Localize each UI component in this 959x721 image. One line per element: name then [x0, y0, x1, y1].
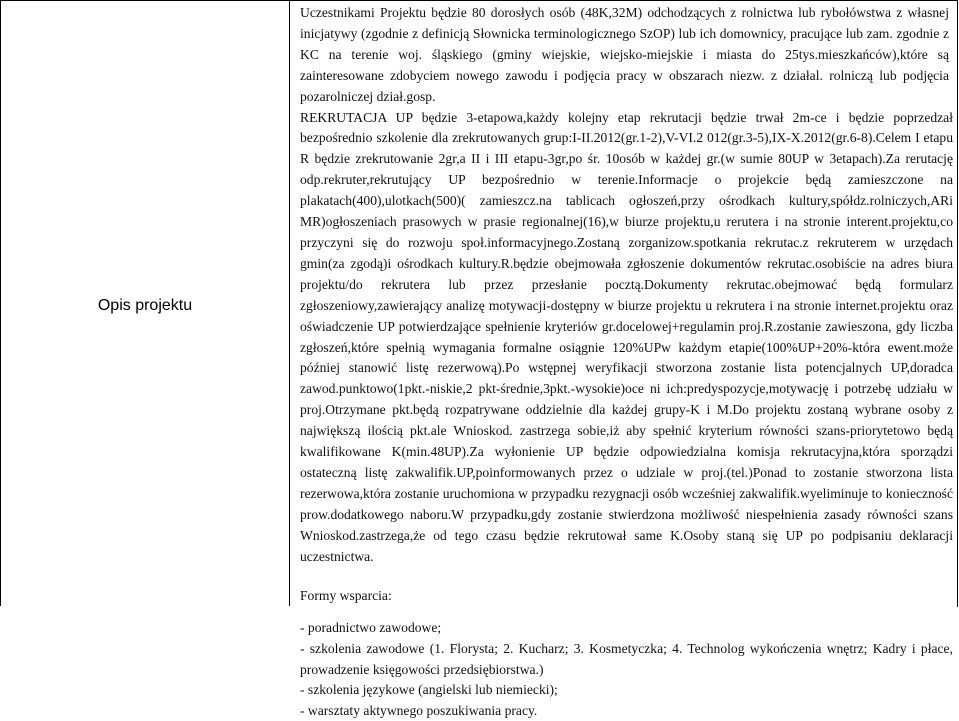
- participants-paragraph: Uczestnikami Projektu będzie 80 dorosłych osób (48K,32M) odchodzących z rolnictwa lub rybołówstwa z własnej inicjatywy (zgodnie z definicją Słownicka terminologicznego SzOP) lub ich domownicy, pracujące lub zam. zgodnie z KC na terenie woj. śląskiego (gminy wiejskie, wiejsko-miejskie i miasta do 25tys.mieszkańców),które są zainteresowane zdobyciem nowego zawodu i podjęcia pracy w obszarach niezw. z działal. rolniczą lub podjęcia pozarolniczej dział.gosp.: [300, 5, 949, 104]
- support-item: - warsztaty aktywnego poszukiwania pracy.: [300, 702, 538, 718]
- support-item: - szkolenia zawodowe (1. Florysta; 2. Kucharz; 3. Kosmetyczka; 4. Technolog wykończenia wnętrz; Kadry i płace, prowadzenie księgowości przedsiębiorstwa.): [300, 641, 953, 677]
- support-item: - poradnictwo zawodowe;: [300, 620, 442, 636]
- recruitment-paragraph: REKRUTACJA UP będzie 3-etapowa,każdy kolejny etap rekrutacji będzie trwał 2m-ce i będzie poprzedzał bezpośrednio szkolenie dla zrekrutowanych grup:I-II.2012(gr.1-2),V-VI.2 012(gr.3-5),IX-X.2012(gr.6-8).Celem I etapu R będzie zrekrutowanie 2gr,a II i III etapu-3gr,po śr. 10osób w każdej gr.(w sumie 80UP w 3etapach).Za rerutację odp.rekruter,rekrutujący UP bezpośrednio w terenie.Informacje o projekcie będą zamieszczone na plakatach(400),ulotkach(500)( zamieszcz.na tablicach ogłoszeń,przy ośrodkach kultury,spółdz.rolniczych,ARi MR)ogłoszeniach prasowych w prasie regionalnej(16),w biurze projektu,u rerutera i na stronie interent.projektu,co przyczyni się do rozwoju społ.informacyjnego.Zostaną zorganizow.spotkania rekrutac.z rekruterem w urzędach gmin(za zgodą)i ośrodkach kultury.R.będzie obejmowała zgłoszenie dokumentów rekrutac.osobiście na adres biura projektu/do rekrutera lub przez przesłanie pocztą.Dokumenty rekrutac.obejmować będą formularz zgłoszeniowy,zawierający analizę motywacji-dostępny w biurze projektu u rekrutera i na stronie internet.projektu oraz oświadczenie UP potwierdzające spełnienie kryteriów gr.docelowej+regulamin proj.R.zostanie zawieszona, gdy liczba zgłoszeń,które spełnią wymagania formalne osiągnie 120%UPw każdym etapie(100%UP+20%-która ewent.może później stanowić listę rezerwową).Po wstępnej weryfikacji stworzona zostanie lista potencjalnych UP,doradca zawod.punktowo(1pkt.-niskie,2 pkt-średnie,3pkt.-wysokie)oce ni ich:predyspozycje,motywację i potrzebę udziału w proj.Otrzymane pkt.będą rozpatrywane oddzielnie dla każdej grupy-K i M.Do projektu zostaną wybrane osoby z największą ilością pkt.ale Wnioskod. zastrzega sobie,iż aby spełnić kryterium równości szans-priorytetowo będą kwalifikowane K(min.48UP).Za wyłonienie UP będzie odpowiedzialna komisja rekrutacyjna,która sporządzi ostateczną listę zakwalifik.UP,poinformowanych przez o udziale w proj.(tel.)Ponad to zostanie stworzona lista rezerwowa,która zostanie uruchomiona w przypadku rezygnacji osób wcześniej zakwalifik.wyeliminuje to konieczność prow.dodatkowego naboru.W przypadku,gdy zostanie stwierdzona możliwość niespełnienia zasady równości szans Wnioskod.zastrzega,że od tego czasu będzie rekrutował same K.Osoby staną się UP po podpisaniu deklaracji uczestnictwa.: [300, 109, 953, 564]
- section-label: Opis projektu: [97, 296, 193, 314]
- content-cell: [290, 1, 958, 718]
- support-item: - szkolenia językowe (angielski lub niemiecki);: [300, 682, 558, 698]
- support-heading: Formy wsparcia:: [300, 588, 392, 604]
- label-cell: [1, 1, 290, 606]
- support-list: [300, 618, 953, 721]
